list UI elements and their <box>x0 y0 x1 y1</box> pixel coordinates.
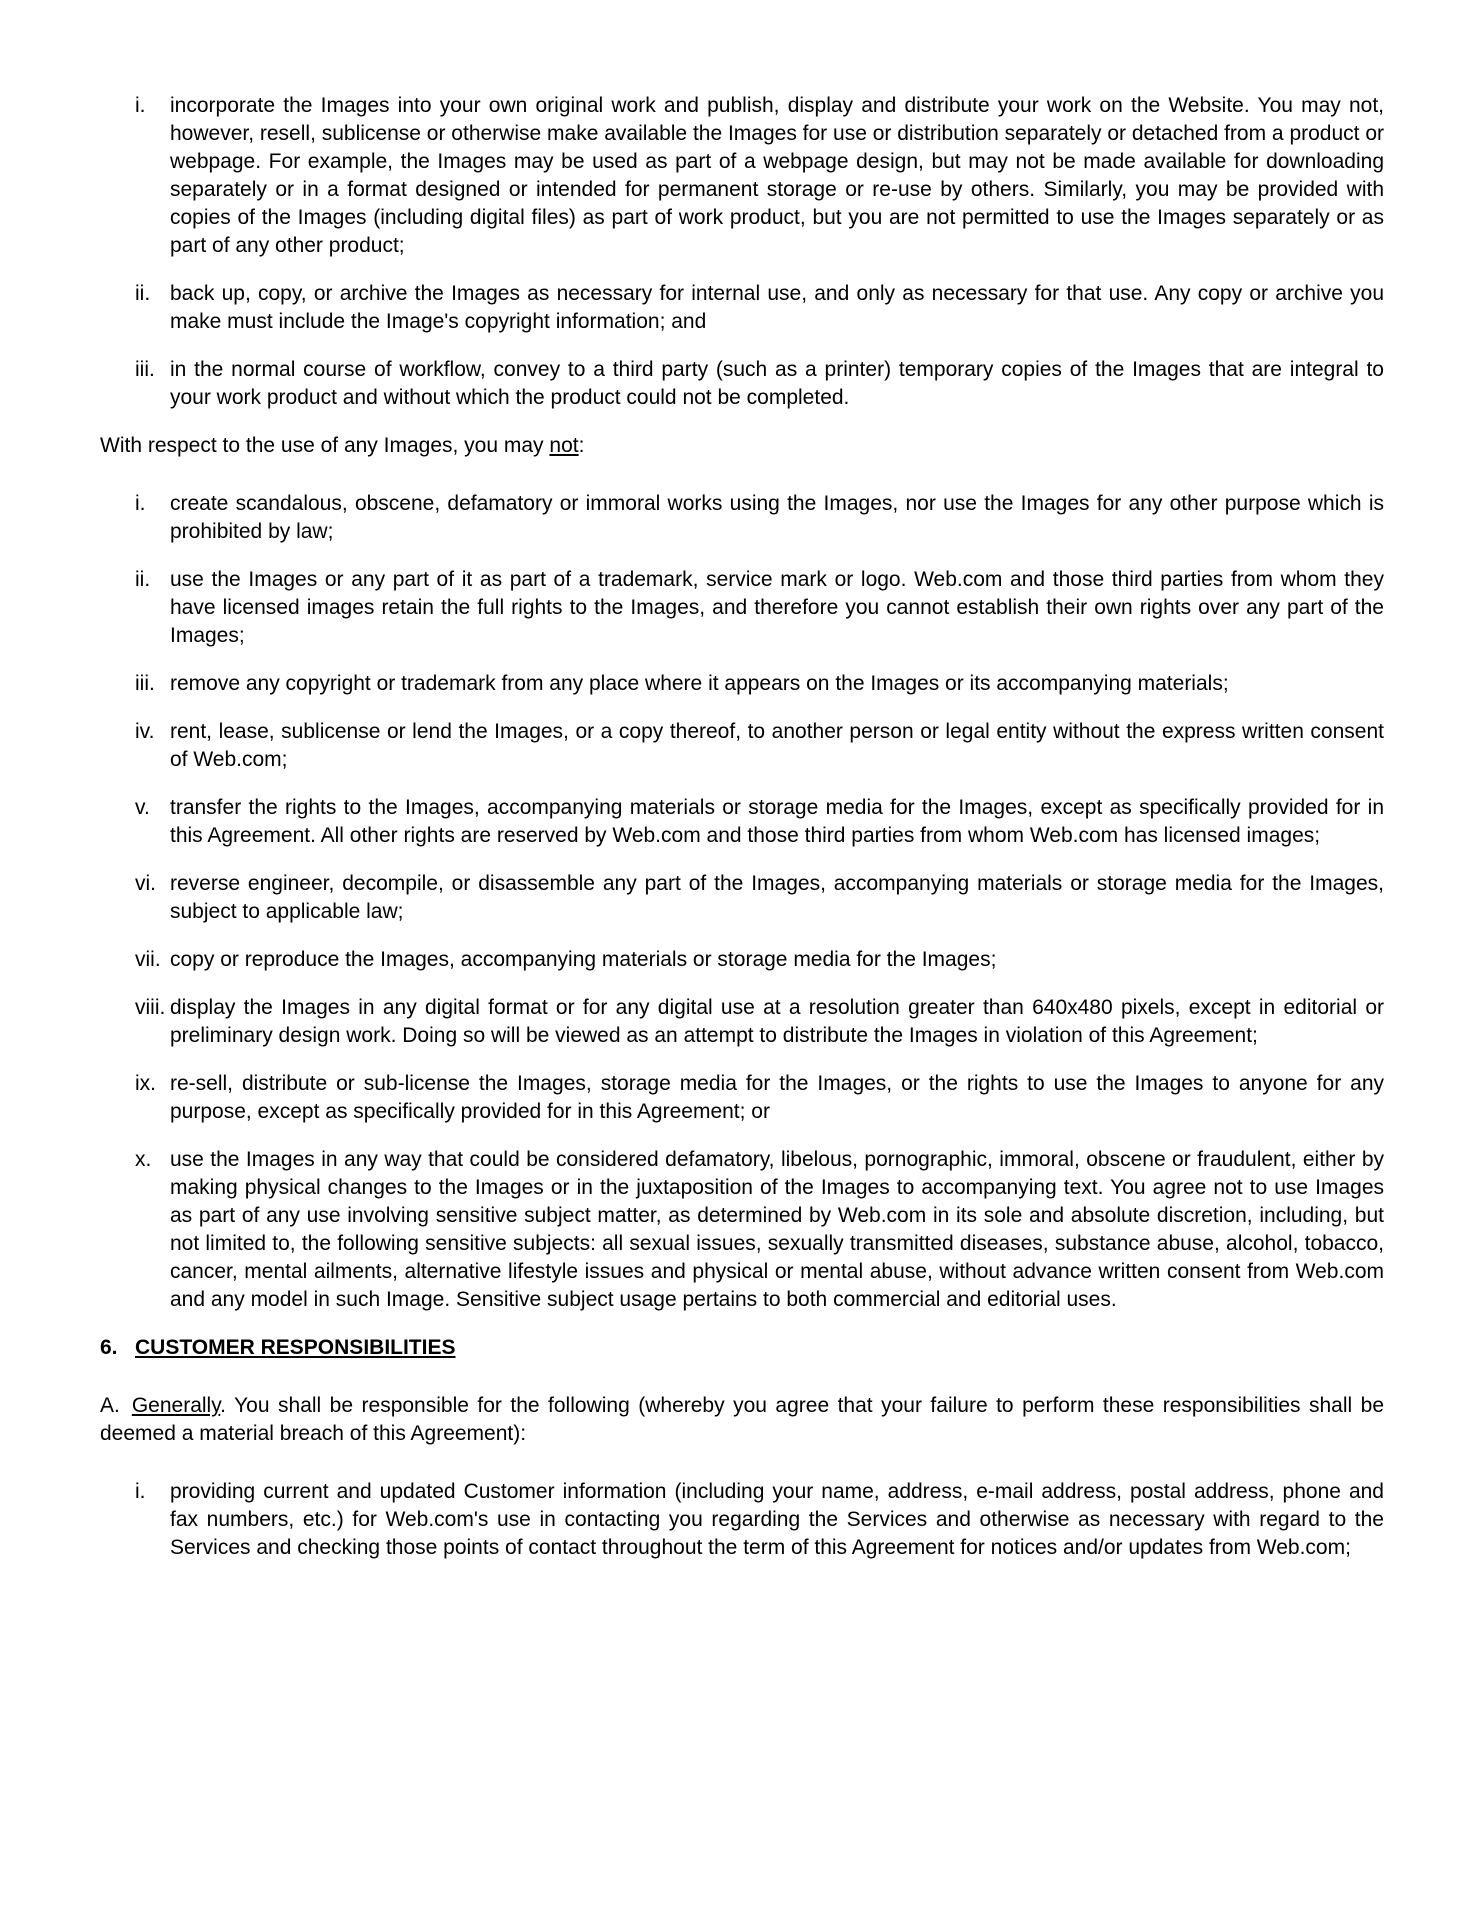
section-number: 6. <box>100 1336 118 1359</box>
restrictions-list <box>100 490 1384 1314</box>
list-item <box>100 718 1384 774</box>
section-title: CUSTOMER RESPONSIBILITIES <box>135 1336 456 1359</box>
list-item <box>100 1070 1384 1126</box>
restrictions-intro-underlined: not <box>549 434 579 457</box>
list-item-text: copy or reproduce the Images, accompanying materials or storage media for the Images; <box>170 948 997 971</box>
list-item <box>100 566 1384 650</box>
list-item-text: transfer the rights to the Images, accompanying materials or storage media for the Images, except as specifically provided for in this Agreement. All other rights are reserved by Web.com and those third parties from whom Web.com has licensed images; <box>170 796 1384 847</box>
list-item-marker: iii. <box>135 358 155 381</box>
list-item <box>100 490 1384 546</box>
list-item-text: re-sell, distribute or sub-license the Images, storage media for the Images, or the rights to use the Images to anyone for any purpose, except as specifically provided for in this Agreement; or <box>170 1072 1384 1123</box>
list-item-text: in the normal course of workflow, convey to a third party (such as a printer) temporary copies of the Images that are integral to your work product and without which the product could not be completed. <box>170 358 1384 409</box>
list-item <box>100 946 1384 974</box>
list-item-text: use the Images or any part of it as part of a trademark, service mark or logo. Web.com and those third parties from whom they have licensed images retain the full rights to the Images, and therefore you cannot establish their own rights over any part of the Images; <box>170 568 1384 647</box>
restrictions-intro-post: : <box>578 434 585 457</box>
list-item-marker: vi. <box>135 872 156 895</box>
list-item-marker: iii. <box>135 672 155 695</box>
generally-paragraph <box>100 1392 1384 1448</box>
list-item-text: create scandalous, obscene, defamatory or immoral works using the Images, nor use the Images for any other purpose which is prohibited by law; <box>170 492 1384 543</box>
restrictions-intro-pre: With respect to the use of any Images, you may <box>100 434 550 457</box>
restrictions-intro <box>100 432 1384 460</box>
generally-marker: A. <box>100 1394 120 1417</box>
section-6-heading <box>100 1334 1384 1362</box>
list-item-marker: viii. <box>135 996 166 1019</box>
list-item-marker: i. <box>135 492 146 515</box>
list-item-marker: i. <box>135 1480 146 1503</box>
list-item-text: incorporate the Images into your own original work and publish, display and distribute your work on the Website. You may not, however, resell, sublicense or otherwise make available the Images for use or distribution separately or detached from a product or webpage. For example, the Images may be used as part of a webpage design, but may not be made available for downloading separately or in a format designed or intended for permanent storage or re-use by others. Similarly, you may be provided with copies of the Images (including digital files) as part of work product, but you are not permitted to use the Images separately or as part of any other product; <box>170 94 1384 257</box>
list-item <box>100 994 1384 1050</box>
list-item-marker: i. <box>135 94 146 117</box>
list-item <box>100 670 1384 698</box>
list-item <box>100 1146 1384 1314</box>
generally-underlined: Generally <box>131 1394 221 1417</box>
list-item <box>100 870 1384 926</box>
list-item-marker: v. <box>135 796 150 819</box>
list-item-text: rent, lease, sublicense or lend the Images, or a copy thereof, to another person or legal entity without the express written consent of Web.com; <box>170 720 1384 771</box>
list-item-text: display the Images in any digital format or for any digital use at a resolution greater than 640x480 pixels, except in editorial or preliminary design work. Doing so will be viewed as an attempt to distribute the Images in violation of this Agreement; <box>170 996 1384 1047</box>
list-item <box>100 1478 1384 1562</box>
list-item <box>100 356 1384 412</box>
responsibilities-list <box>100 1478 1384 1562</box>
list-item-text: back up, copy, or archive the Images as necessary for internal use, and only as necessary for that use. Any copy or archive you make must include the Image's copyright information; and <box>170 282 1384 333</box>
list-item <box>100 794 1384 850</box>
list-item-marker: ii. <box>135 282 151 305</box>
list-item-text: remove any copyright or trademark from any place where it appears on the Images or its accompanying materials; <box>170 672 1229 695</box>
list-item-text: use the Images in any way that could be considered defamatory, libelous, pornographic, immoral, obscene or fraudulent, either by making physical changes to the Images or in the juxtaposition of the Images to accompanying text. You agree not to use Images as part of any use involving sensitive subject matter, as determined by Web.com in its sole and absolute discretion, including, but not limited to, the following sensitive subjects: all sexual issues, sexually transmitted diseases, substance abuse, alcohol, tobacco, cancer, mental ailments, alternative lifestyle issues and physical or mental abuse, without advance written consent from Web.com and any model in such Image. Sensitive subject usage pertains to both commercial and editorial uses. <box>170 1148 1384 1311</box>
list-item-marker: iv. <box>135 720 155 743</box>
generally-rest: . You shall be responsible for the following (whereby you agree that your failure to perform these responsibilities shall be deemed a material breach of this Agreement): <box>100 1394 1384 1445</box>
list-item-marker: ii. <box>135 568 151 591</box>
list-item-marker: ix. <box>135 1072 156 1095</box>
list-item <box>100 280 1384 336</box>
list-item-marker: vii. <box>135 948 161 971</box>
permitted-uses-list <box>100 92 1384 412</box>
list-item <box>100 92 1384 260</box>
list-item-text: reverse engineer, decompile, or disassemble any part of the Images, accompanying materials or storage media for the Images, subject to applicable law; <box>170 872 1384 923</box>
list-item-marker: x. <box>135 1148 152 1171</box>
list-item-text: providing current and updated Customer information (including your name, address, e-mail address, postal address, phone and fax numbers, etc.) for Web.com's use in contacting you regarding the Services and otherwise as necessary with regard to the Services and checking those points of contact throughout the term of this Agreement for notices and/or updates from Web.com; <box>170 1480 1384 1559</box>
